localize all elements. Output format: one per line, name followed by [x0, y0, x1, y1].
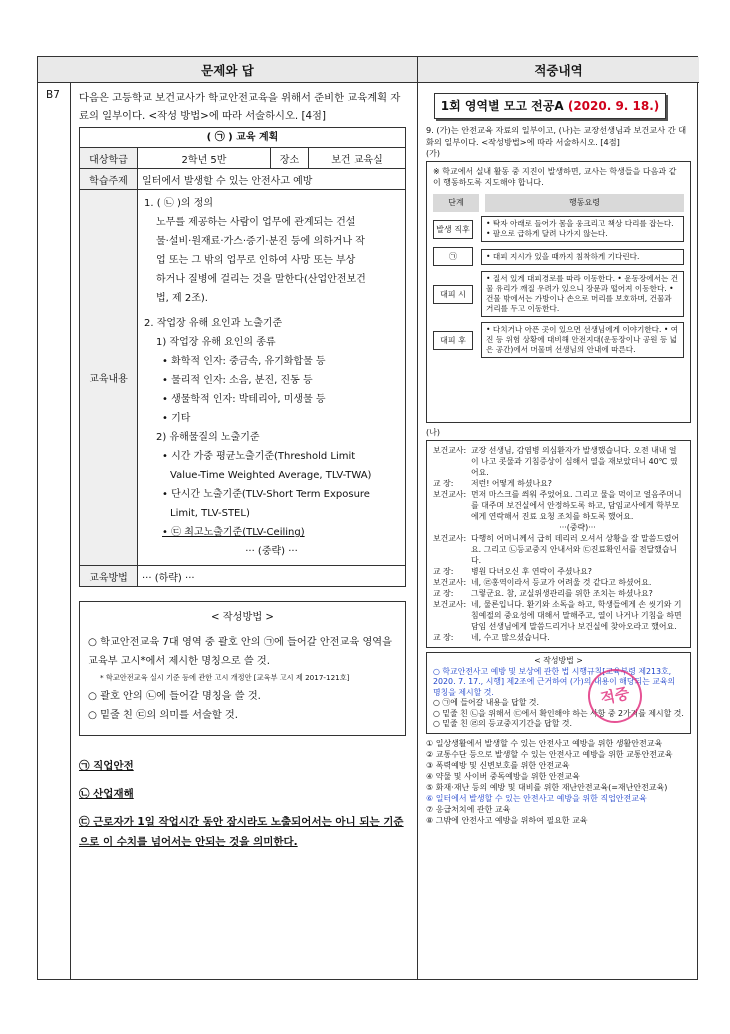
content-line: • 생물학적 인자: 박테리아, 미생물 등: [162, 394, 326, 405]
content-line: • 시간 가중 평균노출기준(Threshold Limit: [162, 451, 356, 462]
speaker: 보건교사:: [433, 446, 467, 455]
speaker: 교 장:: [433, 633, 454, 642]
stage-head: 단계: [433, 194, 479, 212]
exam-method-item: ○ 학교안전사고 예방 및 보상에 관한 법 시행규칙[교육부령 제213호, 2020. 7. 17., 시행] 제2조에 근거하여 (가)의 내용이 해당되는 교육의 명칭을 제시할 것.: [433, 666, 676, 697]
content-line: 업 또는 그 밖의 업무로 인하여 사망 또는 부상: [156, 255, 356, 266]
document-table: [37, 56, 698, 980]
hit-stamp: 적중: [583, 664, 647, 728]
utterance: ···(중략)···: [559, 523, 596, 532]
utterance: 네, ㉣홍역이라서 등교가 어려울 것 같다고 하셨어요.: [471, 578, 652, 587]
plan-title: ( ㉠ ) 교육 계획: [80, 128, 405, 148]
list-item: ② 교통수단 등으로 발생할 수 있는 안전사고 예방을 위한 교통안전교육: [426, 749, 673, 759]
answer-3: ㉢ 근로자가 1일 작업시간 동안 잠시라도 노출되어서는 아니 되는 기준으로 이 수치를 넘어서는 안되는 것을 의미한다.: [79, 816, 404, 848]
content-line: 법, 제 2조).: [156, 293, 208, 304]
ga-note: ※ 학교에서 실내 활동 중 지진이 발생하면, 교사는 학생들을 다음과 같이 행동하도록 지도해야 합니다.: [433, 167, 677, 187]
dialog-box: [426, 440, 691, 648]
content-line: 하거나 질병에 걸리는 것을 말한다(산업안전보건: [156, 274, 366, 285]
method-note: * 학교안전교육 실시 기준 등에 관한 고시 개정안 [교육부 고시 제 2017-121호]: [100, 673, 350, 682]
speaker: 보건교사:: [433, 534, 467, 543]
exam-date: (2020. 9. 18.): [567, 99, 660, 113]
ga-label: (가): [426, 149, 440, 158]
utterance: 그렇군요. 참, 교실위생관리를 위한 조치는 하셨나요?: [471, 589, 653, 598]
speaker: 보건교사:: [433, 490, 467, 499]
header-left: 문제와 답: [38, 57, 418, 83]
speaker: 교 장:: [433, 589, 454, 598]
speaker: [433, 522, 471, 533]
stage-name: ㉠: [433, 247, 473, 266]
utterance: 네, 수고 많으셨습니다.: [471, 633, 550, 642]
content-line: 1. ( ㉡ )의 정의: [144, 198, 214, 209]
exam-question-intro: 9. (가)는 안전교육 자료의 일부이고, (나)는 교장선생님과 보건교사 간 대화의 일부이다. <작성방법>에 따라 서술하시오. [4점]: [426, 125, 687, 147]
content-line: 2) 유해물질의 노출기준: [156, 432, 260, 443]
utterance: 저런! 어떻게 하셨나요?: [471, 479, 552, 488]
speaker: 교 장:: [433, 479, 454, 488]
education-list: [426, 738, 691, 826]
method-title: < 작성방법 >: [211, 612, 274, 623]
utterance: 교장 선생님, 감염병 의심환자가 발생했습니다. 오전 내내 얼이 나고 콧물과 기침증상이 심해서 열을 재보았더니 40℃ 였어요.: [471, 446, 678, 477]
answer-2: ㉡ 산업재해: [79, 788, 134, 800]
method-item: ○ 괄호 안의 ㉡에 들어갈 명칭을 쓸 것.: [88, 691, 261, 702]
exam-method-item: ○ ㉠에 들어갈 내용을 답할 것.: [433, 698, 540, 707]
exam-method-item: ○ 밑줄 친 ㉡을 위해서 ㉢에서 확인해야 하는 사항 중 2가지를 제시할 것.: [433, 708, 684, 718]
list-item: ⑧ 그밖에 안전사고 예방을 위하여 필요한 교육: [426, 815, 588, 825]
place-label: 장소: [271, 148, 309, 168]
list-item: ① 일상생활에서 발생할 수 있는 안전사고 예방을 위한 생활안전교육: [426, 738, 663, 748]
na-label: (나): [426, 428, 440, 437]
exam-method-item: ○ 밑줄 친 ㉣의 등교중지기간을 답할 것.: [433, 719, 573, 728]
header-right: 적중내역: [418, 57, 699, 83]
utterance: 먼저 마스크를 씌워 주었어요. 그리고 물을 먹이고 얼음주머니를 대주며 보건실에서 안정하도록 하고, 담임교사에게 학부모에게 연락해서 진료 요청 조치를 하도록 했어요.: [471, 490, 682, 521]
exam-method-title: < 작성방법 >: [534, 656, 583, 665]
content-line: 2. 작업장 유해 요인과 노출기준: [144, 318, 283, 329]
exam-name: 1회 영역별 모고 전공A: [440, 99, 564, 113]
utterance: 병원 다녀오신 후 연락이 주셨나요?: [471, 567, 592, 576]
exam-method-box: [426, 652, 691, 734]
stage-name: 대피 시: [433, 285, 473, 304]
method-value: ··· (하략) ···: [142, 572, 195, 584]
list-item: ⑦ 응급처치에 관한 교육: [426, 804, 511, 814]
stage-text: • 다치거나 아픈 곳이 있으면 선생님에게 이야기한다. • 여진 등 위험 상황에 대비해 안전지대(운동장이나 공원 등 넓은 공간)에서 머물며 선생님의 안내에 따른다.: [481, 322, 684, 358]
writing-method-box: [79, 601, 406, 736]
speaker: 보건교사:: [433, 578, 467, 587]
content-line: 1) 작업장 유해 요인의 종류: [156, 337, 276, 348]
content-line: 물·설비·원재료·가스·증기·분진 등에 의하거나 작: [156, 236, 365, 247]
education-plan-table: [79, 127, 406, 587]
place-value: 보건 교육실: [331, 154, 383, 166]
content-line: • 기타: [162, 413, 191, 424]
answers: [79, 756, 409, 852]
list-item: ⑤ 화재·재난 등의 예방 및 대비를 위한 재난안전교육(=재난안전교육): [426, 782, 668, 792]
content-line: • 화학적 인자: 중금속, 유기화합물 등: [162, 356, 326, 367]
content-line: 노무를 제공하는 사람이 업무에 관계되는 건설: [156, 217, 356, 228]
stage-name: 대피 후: [433, 331, 473, 350]
hit-column: [418, 83, 699, 979]
question-number: B7: [38, 83, 71, 979]
content-body: [138, 190, 405, 565]
action-head: 행동요령: [485, 194, 684, 212]
topic-value: 일터에서 발생할 수 있는 안전사고 예방: [142, 175, 313, 187]
list-item: ④ 약물 및 사이버 중독예방을 위한 안전교육: [426, 771, 580, 781]
stage-text: • 질서 있게 대피경로를 따라 이동한다. • 운동장에서는 건물 유리가 깨질 우려가 있으니 장문과 떨어져 이동한다. • 건물 밖에서는 가방이나 손으로 머리를 보호하며, 건물과 거리를 두고 이동한다.: [481, 271, 684, 317]
topic-label: 학습주제: [80, 169, 138, 189]
target-label: 대상학급: [80, 148, 138, 168]
question-column: [71, 83, 418, 979]
content-line: • 물리적 인자: 소음, 분진, 진동 등: [162, 375, 313, 386]
answer-1: ㉠ 직업안전: [79, 760, 134, 772]
content-line: Value-Time Weighted Average, TLV-TWA): [170, 470, 372, 481]
speaker: 교 장:: [433, 567, 454, 576]
content-line: ··· (중략) ···: [245, 546, 298, 557]
method-label: 교육방법: [80, 566, 138, 586]
stage-text: • 대피 지시가 있을 때까지 침착하게 기다린다.: [481, 249, 684, 265]
stage-name: 발생 직후: [433, 220, 473, 239]
speaker: 보건교사:: [433, 600, 467, 609]
content-line: • ㉢ 최고노출기준(TLV-Ceiling): [162, 527, 305, 538]
list-item: ③ 폭력예방 및 신변보호를 위한 안전교육: [426, 760, 570, 770]
utterance: 네, 물론입니다. 환기와 소독을 하고, 학생들에게 손 씻기와 기침예절의 중요성에 대해서 말해주고, 열이 나거나 기침을 하면 담임 선생님에게 말씀드리거나 보건실에 찾아오라고 했어요.: [471, 600, 682, 631]
target-value: 2학년 5반: [138, 148, 271, 168]
utterance: 다행히 어머니께서 급히 데리러 오셔서 상황을 잘 말씀드렸어요. 그리고 ㉡등교중지 안내서와 ㉢진료확인서를 전달했습니다.: [471, 534, 680, 565]
exam-title: [434, 93, 666, 119]
ga-box: [426, 161, 691, 423]
method-item: ○ 학교안전교육 7대 영역 중 괄호 안의 ㉠에 들어갈 안전교육 영역을 교육부 고시*에서 제시한 명칭으로 쓸 것.: [88, 637, 392, 667]
content-line: Limit, TLV-STEL): [170, 508, 250, 519]
content-line: • 단시간 노출기준(TLV-Short Term Exposure: [162, 489, 370, 500]
stage-text: • 탁자 아래로 들어가 몸을 웅크리고 책상 다리를 잡는다. • 팔으로 급하게 달려 나가지 않는다.: [481, 216, 684, 242]
list-item: ⑥ 일터에서 발생할 수 있는 안전사고 예방을 위한 직업안전교육: [426, 793, 647, 803]
content-label: 교육내용: [80, 190, 138, 565]
method-item: ○ 밑줄 친 ㉢의 의미를 서술할 것.: [88, 710, 238, 721]
question-intro: 다음은 고등학교 보건교사가 학교안전교육을 위해서 준비한 교육계획 자료의 일부이다. <작성 방법>에 따라 서술하시오. [4점]: [79, 92, 401, 122]
